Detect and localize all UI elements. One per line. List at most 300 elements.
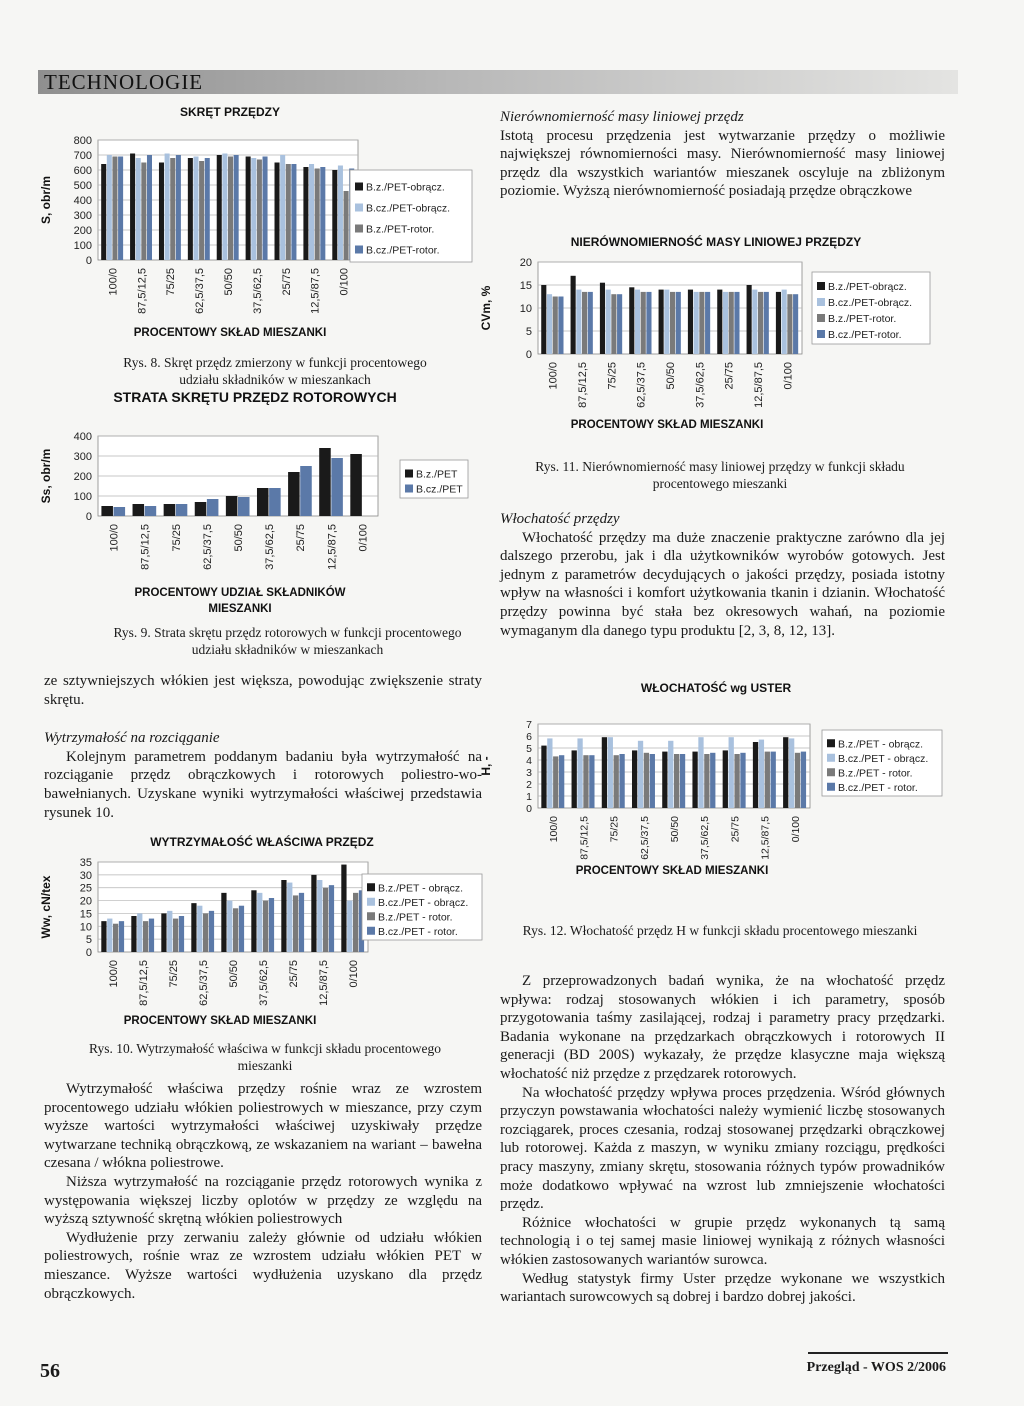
x-tick-label: 100/0 bbox=[548, 816, 561, 843]
bar bbox=[576, 290, 581, 354]
bar bbox=[323, 888, 328, 952]
footer-rule bbox=[808, 1352, 948, 1354]
bar bbox=[553, 756, 558, 808]
paragraph: Na włochatość przędzy wpływa proces przędzenia. Wśród głównych przyczyn powstawania włochatości należy wymienić liczbę stosowanych rozciągarek, proces czesania, rodzaj stosowanej przędzarki obrączkowej lub rotorowej. Każda z maszyn, w wyniku zmiany rozciągu, prędkości pracy maszyny, zmiany skrętu, stosowania różnych typów prowadników może dodatkowo wpływać na wzrost lub zmniejszenie włochatości przędz. bbox=[500, 1084, 945, 1213]
bar bbox=[747, 285, 752, 354]
bar bbox=[257, 893, 262, 952]
y-tick-label: 200 bbox=[73, 471, 92, 483]
bar bbox=[670, 292, 675, 354]
bar bbox=[118, 157, 123, 261]
x-tick-label: 0/100 bbox=[357, 524, 370, 552]
bar bbox=[209, 911, 214, 952]
paragraph: Włochatość przędzy ma duże znaczenie praktyczne zarówno dla jej dalszego przerobu, jak i dla użytkowników wyrobów gotowych. Jest jednym z parametrów decydujących o jakości przędzy, posiada istotny wpływ na własności i komfort użytkowania tkanin i dzianin. Włochatość przędzy powinna być stała bez okresowych wahań, na poziomie wymaganym dla danego typu produktu [2, 3, 8, 12, 13]. bbox=[500, 529, 945, 639]
bar bbox=[723, 750, 728, 808]
legend-label: B.cz./PET-obrącz. bbox=[828, 297, 913, 309]
y-tick-label: 600 bbox=[73, 165, 92, 177]
y-tick-label: 2 bbox=[526, 779, 532, 791]
y-tick-label: 800 bbox=[73, 135, 92, 147]
bar bbox=[233, 908, 238, 952]
bar bbox=[203, 913, 208, 952]
x-tick-label: 25/75 bbox=[280, 268, 293, 296]
y-tick-label: 400 bbox=[73, 195, 92, 207]
bar bbox=[664, 290, 669, 354]
bar bbox=[159, 163, 164, 261]
legend-swatch bbox=[817, 330, 825, 338]
bar bbox=[319, 448, 331, 516]
bar bbox=[114, 507, 126, 516]
x-axis-label: PROCENTOWY UDZIAŁ SKŁADNIKÓW MIESZANKI bbox=[134, 587, 346, 615]
bar bbox=[635, 290, 640, 354]
x-tick-label: 75/25 bbox=[608, 816, 621, 843]
bar bbox=[717, 290, 722, 354]
bar bbox=[226, 496, 238, 516]
y-tick-label: 300 bbox=[73, 451, 92, 463]
caption-rys12: Rys. 12. Włochatość przędz H w funkcji składu procentowego mieszanki bbox=[522, 923, 918, 938]
bar bbox=[662, 752, 667, 808]
bar bbox=[688, 290, 693, 354]
y-tick-label: 35 bbox=[79, 857, 92, 869]
bar bbox=[771, 752, 776, 808]
y-tick-label: 700 bbox=[73, 150, 92, 162]
bar bbox=[606, 290, 611, 354]
bar bbox=[287, 883, 292, 952]
bar bbox=[164, 504, 176, 516]
x-tick-label: 37,5/62,5 bbox=[264, 524, 277, 570]
bar bbox=[753, 742, 758, 808]
x-tick-label: 0/100 bbox=[789, 816, 802, 843]
x-tick-label: 25/75 bbox=[295, 524, 308, 552]
left-text-1 bbox=[44, 672, 482, 822]
bar bbox=[759, 740, 764, 808]
bar bbox=[291, 164, 296, 260]
x-tick-label: 100/0 bbox=[108, 524, 121, 552]
bar bbox=[263, 157, 268, 261]
bar bbox=[141, 163, 146, 261]
paragraph: Niższa wytrzymałość na rozciąganie przędz rotorowych wynika z występowania większej liczby oplotów w przędzy ze względu na wyższą sztywność skrętną włókien poliestrowych bbox=[44, 1173, 482, 1228]
bar bbox=[582, 292, 587, 354]
y-tick-label: 400 bbox=[73, 431, 92, 443]
x-axis-label: PROCENTOWY SKŁAD MIESZANKI bbox=[133, 327, 327, 339]
bar bbox=[149, 919, 154, 952]
bar bbox=[787, 294, 792, 354]
bar bbox=[257, 160, 262, 261]
bar bbox=[332, 170, 337, 260]
x-tick-label: 62,5/37,5 bbox=[198, 960, 210, 1006]
x-tick-label: 37,5/62,5 bbox=[699, 816, 712, 860]
y-axis-label: CVm, % bbox=[479, 285, 493, 331]
x-tick-label: 75/25 bbox=[170, 524, 183, 552]
x-tick-label: 25/75 bbox=[723, 362, 736, 390]
bar bbox=[559, 755, 564, 808]
chart-nierownomiernosc bbox=[479, 228, 952, 438]
y-axis-label: H, - bbox=[479, 756, 493, 776]
bar bbox=[239, 906, 244, 952]
bar bbox=[589, 755, 594, 808]
paragraph: Istotą procesu przędzenia jest wytwarzanie przędzy o możliwie największej równomierności masy. Nierównomierność masy liniowej przędz dla wszystkich wariantów mieszanek oscyluje na zbliżonym poziomie. Wyższą nierównomierność posiadają przędze obrączkowe bbox=[500, 127, 945, 200]
y-tick-label: 25 bbox=[79, 882, 92, 895]
y-tick-label: 3 bbox=[526, 767, 532, 779]
legend-label: B.z./PET-obrącz. bbox=[366, 181, 445, 194]
y-tick-label: 7 bbox=[526, 719, 532, 731]
chart-skret-przedzy bbox=[30, 100, 500, 350]
x-axis-label: PROCENTOWY SKŁAD MIESZANKI bbox=[575, 865, 769, 877]
bar bbox=[280, 155, 285, 260]
bar bbox=[705, 292, 710, 354]
bar bbox=[320, 167, 325, 260]
bar bbox=[547, 294, 552, 354]
bar bbox=[222, 154, 227, 261]
legend-swatch bbox=[355, 204, 363, 212]
bar bbox=[588, 292, 593, 354]
bar bbox=[641, 292, 646, 354]
paragraph: Wydłużenie przy zerwaniu zależy głównie od udziału włókien poliestrowych, rośnie wraz ze wzrostem udziału włókien PET w mieszance. Wyższe wartości wydłużenia uzyskano dla przędz obrączkowych. bbox=[44, 1229, 482, 1302]
x-tick-label: 87,5/12,5 bbox=[139, 524, 152, 570]
bar bbox=[221, 893, 226, 952]
y-tick-label: 0 bbox=[526, 803, 532, 815]
bar bbox=[692, 752, 697, 808]
bar bbox=[281, 880, 286, 952]
bar bbox=[608, 737, 613, 808]
bar bbox=[680, 754, 685, 808]
section-heading: Włochatość przędzy bbox=[500, 511, 620, 527]
bar bbox=[101, 921, 106, 952]
legend-swatch bbox=[827, 783, 835, 791]
x-tick-label: 37,5/62,5 bbox=[694, 362, 707, 408]
bar bbox=[698, 737, 703, 808]
chart-strata-skretu bbox=[30, 382, 500, 622]
x-tick-label: 12,5/87,5 bbox=[309, 268, 322, 314]
bar bbox=[602, 737, 607, 808]
bar bbox=[764, 292, 769, 354]
bar bbox=[217, 155, 222, 260]
legend-label: B.z./PET - rotor. bbox=[838, 767, 913, 780]
bar bbox=[668, 741, 673, 808]
right-text-1 bbox=[500, 108, 945, 201]
paragraph: Różnice włochatości w grupie przędz wykonanych tą samą technologią i o tej samej masie liniowej wynikają z różnych własności włókien zastosowanych wariantów surowca. bbox=[500, 1214, 945, 1268]
y-tick-label: 10 bbox=[519, 303, 532, 315]
y-tick-label: 0 bbox=[85, 511, 92, 523]
legend-label: B.z./PET-rotor. bbox=[828, 313, 897, 325]
y-tick-label: 4 bbox=[526, 755, 532, 767]
x-tick-label: 50/50 bbox=[665, 362, 677, 390]
legend-label: B.cz./PET - obrącz. bbox=[378, 896, 469, 909]
bar bbox=[257, 488, 269, 516]
y-tick-label: 5 bbox=[526, 743, 532, 755]
figure-nierownomiernosc bbox=[479, 228, 952, 438]
legend-label: B.z./PET - rotor. bbox=[378, 911, 453, 924]
bar bbox=[553, 297, 558, 355]
bar bbox=[541, 746, 546, 808]
bar bbox=[317, 880, 322, 952]
x-axis-label: PROCENTOWY SKŁAD MIESZANKI bbox=[123, 1015, 317, 1027]
y-tick-label: 5 bbox=[85, 934, 92, 947]
bar bbox=[107, 919, 112, 952]
x-axis-label: PROCENTOWY SKŁAD MIESZANKI bbox=[570, 419, 764, 431]
x-tick-label: 12,5/87,5 bbox=[759, 816, 772, 860]
bar bbox=[782, 290, 787, 354]
bar bbox=[629, 287, 634, 354]
bar bbox=[734, 754, 739, 808]
caption-rys10: Rys. 10. Wytrzymałość właściwa w funkcji składu procentowego mieszanki bbox=[89, 1041, 441, 1073]
bar bbox=[638, 741, 643, 808]
bar bbox=[801, 752, 806, 808]
legend-label: B.z./PET-rotor. bbox=[366, 223, 435, 236]
bar bbox=[251, 158, 256, 260]
bar bbox=[331, 458, 343, 516]
section-heading: Wytrzymałość na rozciąganie bbox=[44, 730, 220, 747]
legend-swatch bbox=[817, 314, 825, 322]
legend-label: B.z./PET - obrącz. bbox=[838, 738, 923, 751]
bar bbox=[199, 161, 204, 260]
bar bbox=[303, 167, 308, 260]
legend-label: B.cz./PET - obrącz. bbox=[838, 752, 929, 765]
figure-wytrzymalosc bbox=[30, 826, 500, 1036]
chart-title: NIERÓWNOMIERNOŚĆ MASY LINIOWEJ PRZĘDZY bbox=[570, 235, 862, 249]
left-text-2 bbox=[44, 1080, 482, 1303]
bar bbox=[793, 294, 798, 354]
bar bbox=[112, 157, 117, 261]
bar bbox=[193, 157, 198, 261]
bar bbox=[729, 292, 734, 354]
bar bbox=[740, 753, 745, 808]
bar bbox=[789, 738, 794, 808]
x-tick-label: 75/25 bbox=[168, 960, 180, 988]
right-text-3 bbox=[500, 972, 945, 1307]
legend-label: B.cz./PET-rotor. bbox=[828, 329, 902, 341]
bar bbox=[776, 292, 781, 354]
bar bbox=[704, 754, 709, 808]
x-tick-label: 0/100 bbox=[782, 362, 795, 390]
y-tick-label: 500 bbox=[73, 180, 92, 192]
bar bbox=[341, 865, 346, 952]
y-tick-label: 6 bbox=[526, 731, 532, 743]
x-tick-label: 62,5/37,5 bbox=[638, 816, 651, 860]
x-tick-label: 12,5/87,5 bbox=[753, 362, 765, 408]
y-axis-label: Ww, cN/tex bbox=[39, 875, 53, 939]
x-tick-label: 87,5/12,5 bbox=[578, 816, 591, 860]
bar bbox=[133, 504, 145, 516]
bar bbox=[167, 911, 172, 952]
y-tick-label: 100 bbox=[73, 240, 92, 252]
y-axis-label: S, obr/m bbox=[39, 175, 53, 225]
bar bbox=[197, 906, 202, 952]
y-tick-label: 10 bbox=[79, 921, 92, 934]
bar bbox=[795, 753, 800, 808]
bar bbox=[659, 290, 664, 354]
caption-rys9: Rys. 9. Strata skrętu przędz rotorowych w funkcji procentowego udziału składników w mieszankach bbox=[113, 625, 462, 657]
legend-swatch bbox=[827, 768, 835, 776]
bar bbox=[734, 292, 739, 354]
bar bbox=[646, 292, 651, 354]
x-tick-label: 50/50 bbox=[228, 960, 240, 988]
bar bbox=[758, 292, 763, 354]
x-tick-label: 100/0 bbox=[547, 362, 560, 390]
legend-swatch bbox=[817, 298, 825, 306]
bar bbox=[583, 755, 588, 808]
bar bbox=[113, 924, 118, 952]
y-tick-label: 300 bbox=[73, 210, 92, 222]
y-tick-label: 0 bbox=[85, 255, 92, 267]
chart-wytrzymalosc bbox=[30, 826, 500, 1036]
legend-swatch bbox=[827, 739, 835, 747]
y-tick-label: 100 bbox=[73, 491, 92, 503]
bar bbox=[752, 290, 757, 354]
bar bbox=[632, 750, 637, 808]
bar bbox=[309, 164, 314, 260]
legend-label: B.cz./PET-obrącz. bbox=[366, 202, 451, 215]
bar bbox=[176, 504, 188, 516]
x-tick-label: 50/50 bbox=[223, 268, 235, 296]
bar bbox=[710, 753, 715, 808]
figure-skret-przedzy bbox=[30, 100, 500, 350]
bar bbox=[286, 164, 291, 260]
section-heading: Nierównomierność masy liniowej przędz bbox=[500, 109, 744, 125]
bar bbox=[238, 497, 250, 516]
x-tick-label: 87,5/12,5 bbox=[577, 362, 589, 408]
legend-swatch bbox=[405, 470, 413, 478]
x-tick-label: 87,5/12,5 bbox=[138, 960, 150, 1006]
paragraph: Według statystyk firmy Uster przędze wykonane we wszystkich wariantach surowcowych są dobrej i bardzo dobrej jakości. bbox=[500, 1270, 945, 1306]
bar bbox=[251, 890, 256, 952]
bar bbox=[137, 913, 142, 952]
legend-label: B.cz./PET - rotor. bbox=[378, 925, 458, 938]
bar bbox=[577, 738, 582, 808]
x-tick-label: 50/50 bbox=[233, 524, 245, 552]
y-tick-label: 200 bbox=[73, 225, 92, 237]
caption-rys11: Rys. 11. Nierównomierność masy liniowej przędzy w funkcji składu procentowego mieszanki bbox=[535, 459, 905, 491]
x-tick-label: 0/100 bbox=[348, 960, 360, 988]
bar bbox=[263, 901, 268, 952]
bar bbox=[338, 166, 343, 261]
bar bbox=[173, 919, 178, 952]
bar bbox=[694, 292, 699, 354]
x-tick-label: 87,5/12,5 bbox=[136, 268, 149, 314]
legend-swatch bbox=[367, 927, 375, 935]
bar bbox=[611, 294, 616, 354]
y-tick-label: 1 bbox=[526, 791, 532, 803]
paragraph: Wytrzymałość właściwa przędzy rośnie wraz ze wzrostem procentowego udziału włókien poliestrowych w mieszance, przy czym wyższe wartości wytrzymałości właściwej uzyskiwały przędze wytwarzane techniką obrączkową, ze wskazaniem na wariant – bawełna czesana / włókna poliestrowe. bbox=[44, 1081, 482, 1172]
x-tick-label: 25/75 bbox=[288, 960, 300, 988]
y-tick-label: 20 bbox=[519, 257, 532, 269]
legend-swatch bbox=[405, 485, 413, 493]
bar bbox=[619, 754, 624, 808]
page-number: 56 bbox=[40, 1360, 60, 1382]
y-tick-label: 30 bbox=[79, 869, 92, 882]
bar bbox=[191, 903, 196, 952]
bar bbox=[228, 157, 233, 261]
legend-swatch bbox=[355, 183, 363, 191]
x-tick-label: 37,5/62,5 bbox=[251, 268, 264, 314]
paragraph: ze sztywniejszych włókien jest większa, powodując zwiększenie straty skrętu. bbox=[44, 673, 482, 708]
legend-label: B.z./PET-obrącz. bbox=[828, 281, 907, 293]
y-tick-label: 5 bbox=[525, 326, 532, 338]
bar bbox=[205, 158, 210, 260]
bar bbox=[119, 921, 124, 952]
right-text-2 bbox=[500, 510, 945, 640]
bar bbox=[765, 752, 770, 808]
x-tick-label: 50/50 bbox=[669, 816, 681, 843]
x-tick-label: 37,5/62,5 bbox=[258, 960, 270, 1006]
bar bbox=[541, 285, 546, 354]
bar bbox=[644, 753, 649, 808]
bar bbox=[344, 191, 349, 260]
section-title: TECHNOLOGIE bbox=[44, 70, 204, 94]
legend-label: B.z./PET bbox=[416, 468, 458, 481]
bar bbox=[614, 755, 619, 808]
legend-label: B.cz./PET - rotor. bbox=[838, 781, 918, 794]
bar bbox=[293, 895, 298, 952]
bar bbox=[729, 737, 734, 808]
bar bbox=[269, 488, 281, 516]
legend-swatch bbox=[355, 225, 363, 233]
legend-swatch bbox=[355, 246, 363, 254]
y-tick-label: 0 bbox=[85, 947, 92, 959]
journal-footer: Przegląd - WOS 2/2006 bbox=[806, 1360, 946, 1375]
bar bbox=[143, 921, 148, 952]
y-tick-label: 15 bbox=[519, 280, 532, 292]
legend-label: B.cz./PET bbox=[416, 483, 463, 496]
bar bbox=[179, 916, 184, 952]
bar bbox=[674, 754, 679, 808]
bar bbox=[188, 158, 193, 260]
bar bbox=[130, 154, 135, 261]
chart-title: WYTRZYMAŁOŚĆ WŁAŚCIWA PRZĘDZ bbox=[150, 835, 374, 849]
bar bbox=[288, 472, 300, 516]
x-tick-label: 62,5/37,5 bbox=[635, 362, 648, 408]
bar bbox=[136, 158, 141, 260]
bar bbox=[246, 157, 251, 261]
x-tick-label: 12,5/87,5 bbox=[326, 524, 339, 570]
bar bbox=[699, 292, 704, 354]
bar bbox=[101, 506, 113, 516]
bar bbox=[170, 158, 175, 260]
y-tick-label: 0 bbox=[525, 349, 532, 361]
bar bbox=[165, 154, 170, 261]
figure-strata-skretu bbox=[30, 382, 500, 622]
bar bbox=[147, 155, 152, 260]
x-tick-label: 12,5/87,5 bbox=[318, 960, 330, 1006]
bar bbox=[650, 754, 655, 808]
x-tick-label: 75/25 bbox=[606, 362, 619, 390]
bar bbox=[558, 297, 563, 355]
bar bbox=[161, 913, 166, 952]
bar bbox=[676, 292, 681, 354]
bar bbox=[571, 276, 576, 354]
paragraph: Z przeprowadzonych badań wynika, że na włochatość przędz wpływa: rodzaj stosowanych włókien i ich parametry, sposób przygotowania taśmy zasilającej, rodzaj i parametry pracy przędzarki. Badania wykonane na przędzarkach obrączkowych i rotorowych II generacji (BD 200S) wykazały, że przędze klasyczne maja większą włochatość niż przędze z przędzarek rotorowych. bbox=[500, 973, 945, 1082]
paragraph: Kolejnym parametrem poddanym badaniu była wytrzymałość na rozciąganie przędz obrączkowych i rotorowych poliestro-wo-bawełnianych. Uzyskane wyniki wytrzymałości właściwej przedstawia rysunek 10. bbox=[44, 748, 482, 821]
chart-wlochatosc bbox=[479, 676, 952, 891]
bar bbox=[234, 155, 239, 260]
y-tick-label: 15 bbox=[79, 908, 92, 921]
bar bbox=[347, 901, 352, 952]
bar bbox=[783, 737, 788, 808]
bar bbox=[350, 454, 362, 516]
legend-swatch bbox=[367, 912, 375, 920]
legend-swatch bbox=[367, 883, 375, 891]
bar bbox=[315, 169, 320, 261]
bar bbox=[207, 499, 219, 516]
legend-swatch bbox=[827, 754, 835, 762]
x-tick-label: 62,5/37,5 bbox=[194, 268, 207, 314]
bar bbox=[617, 294, 622, 354]
legend-swatch bbox=[367, 898, 375, 906]
bar bbox=[176, 155, 181, 260]
bar bbox=[329, 885, 334, 952]
legend-label: B.z./PET - obrącz. bbox=[378, 882, 463, 895]
bar bbox=[269, 898, 274, 952]
bar bbox=[107, 155, 112, 260]
bar bbox=[572, 750, 577, 808]
